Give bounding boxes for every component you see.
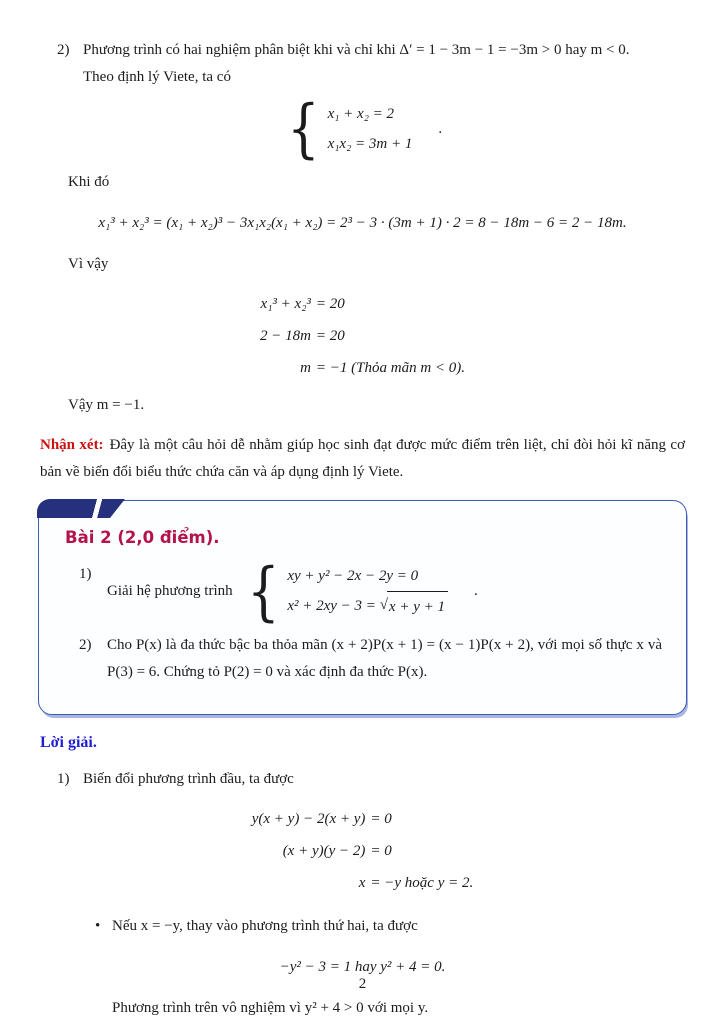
equation-lhs: x² + 2xy − 3 = — [287, 598, 380, 614]
item-number: 1) — [79, 566, 92, 582]
equation-row — [260, 288, 465, 320]
cube-sum-identity: x₁³ + x₂³ = (x₁ + x₂)³ − 3x₁x₂(x₁ + x₂) = 2³ − 3 · (3m + 1) · 2 = 8 − 18m − 6 = 2 − 18m. — [98, 215, 627, 231]
aligned-equations — [252, 803, 473, 899]
trailing-period: . — [438, 120, 443, 137]
conclusion-line: Vậy m = −1. — [68, 397, 145, 413]
equation-rhs: = 0 — [370, 842, 392, 859]
system-equations — [328, 99, 413, 159]
equation: x₁x₂ = 3m + 1 — [327, 136, 413, 152]
no-solution-note: Phương trình trên vô nghiệm vì y² + 4 > 0 với mọi y. — [112, 1000, 429, 1016]
remark-paragraph — [40, 432, 685, 486]
trailing-period: . — [473, 583, 478, 599]
equation-row — [260, 320, 465, 352]
equation: x₁ + x₂ = 2 — [327, 106, 395, 122]
remark-text: Đây là một câu hỏi dễ nhằm giúp học sinh đạt được mức điểm trên liệt, chỉ đòi hỏi kĩ năng cơ bản về biến đổi biểu thức chứa căn và áp dụng định lý Viete. — [40, 437, 685, 480]
radicand: x + y + 1 — [387, 591, 448, 622]
equation-lhs: x₁³ + x₂³ — [260, 295, 311, 312]
then-label: Khi đó — [68, 174, 110, 190]
solution-item-1 — [57, 766, 725, 793]
equation-rhs: = −y hoặc y = 2. — [370, 874, 474, 891]
equation-rhs: = −1 (Thỏa mãn m < 0). — [315, 359, 466, 376]
left-brace: { — [286, 92, 320, 166]
bullet-case-x-equals-minus-y — [95, 913, 725, 940]
item-number: 1) — [57, 771, 70, 787]
box-item-1 — [79, 554, 662, 629]
list-item-2 — [57, 37, 685, 91]
equation-row — [252, 867, 473, 899]
problem-box-bai2 — [38, 500, 687, 715]
intro-line: Phương trình có hai nghiệm phân biệt khi và chỉ khi Δ′ = 1 − 3m − 1 = −3m > 0 hay m < 0. — [83, 42, 630, 58]
item-text — [83, 37, 685, 91]
equation-row — [260, 352, 465, 384]
equation-lhs: y(x + y) − 2(x + y) — [251, 810, 366, 827]
square-root — [380, 591, 448, 622]
equation — [287, 591, 448, 622]
remark-label: Nhận xét: — [40, 437, 104, 453]
radical-symbol: √ — [379, 597, 388, 613]
item-number: 2) — [79, 637, 92, 653]
substituted-equation: −y² − 3 = 1 hay y² + 4 = 0. — [279, 959, 446, 975]
equation-lhs: (x + y)(y − 2) — [282, 842, 366, 859]
bullet-text: Nếu x = −y, thay vào phương trình thứ hai, ta được — [112, 918, 418, 934]
equation-lhs: 2 − 18m — [259, 327, 311, 344]
equation-rhs: = 20 — [315, 327, 345, 344]
bullet-icon: • — [95, 918, 101, 934]
equation-rhs: = 0 — [370, 810, 392, 827]
equation-row — [252, 803, 473, 835]
equation-lhs: x — [358, 874, 366, 891]
left-brace: { — [246, 554, 280, 629]
page-number: 2 — [358, 976, 367, 992]
solution-heading: Lời giải. — [40, 734, 97, 751]
therefore-label: Vì vậy — [68, 256, 109, 272]
item-text — [107, 554, 662, 629]
corner-ribbon-decoration — [37, 499, 125, 518]
viete-lead-line: Theo định lý Viete, ta có — [83, 69, 231, 85]
viete-system — [0, 92, 725, 166]
problem-box-title: Bài 2 (2,0 điểm). — [65, 528, 220, 547]
item-number: 2) — [57, 42, 70, 58]
equation-row — [252, 835, 473, 867]
equation-lhs: m — [300, 359, 311, 376]
item-text: Cho P(x) là đa thức bậc ba thỏa mãn (x + 2)P(x + 1) = (x − 1)P(x + 2), với mọi số thực x và P(3) = 6. Chứng tỏ P(2) = 0 và xác định đa thức P(x). — [107, 637, 662, 680]
system-equations — [287, 561, 448, 622]
item-text: Biến đổi phương trình đầu, ta được — [83, 771, 294, 787]
section-problem2-solution — [0, 37, 725, 419]
equation-rhs: = 20 — [315, 295, 345, 312]
aligned-equations — [260, 288, 465, 384]
box-item-2 — [79, 632, 662, 686]
equation: xy + y² − 2x − 2y = 0 — [287, 568, 419, 584]
solve-system-lead: Giải hệ phương trình — [107, 583, 233, 599]
box-system — [243, 554, 478, 629]
